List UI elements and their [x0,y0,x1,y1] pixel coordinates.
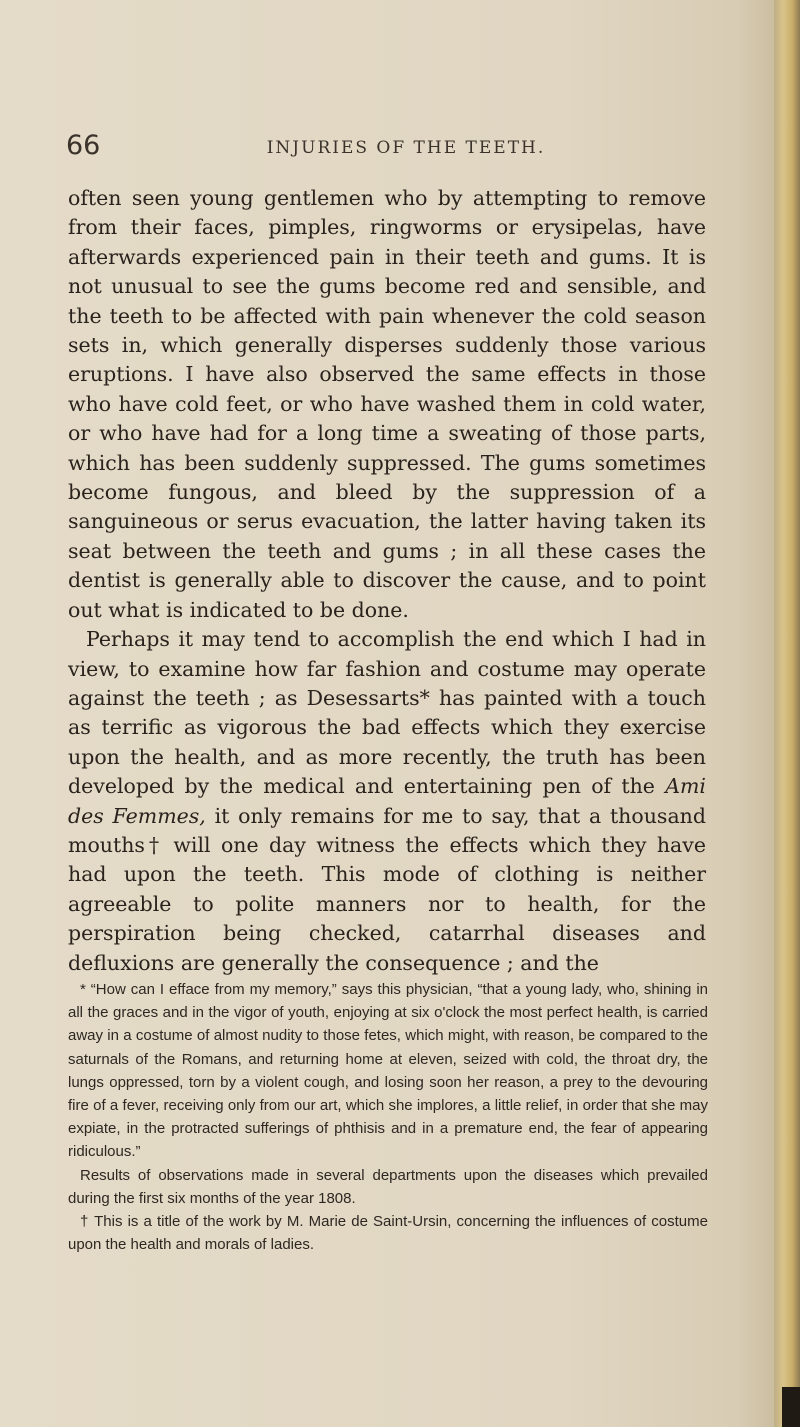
paragraph-2-text: Perhaps it may tend to accomplish the end which I had in view, to examine how far fashion and costume may operate against the teeth ; as Desessarts* has painted with a touch as terrific as vigorous the bad effects which they exercise upon the health, and as more recently, the truth has been developed by the medical and entertaining pen of the [68,627,706,799]
paragraph-2 [68,625,706,978]
footnotes [68,978,708,1256]
paragraph-2-tail: it only remains for me to say, that a thousand mouths† will one day witness the effects which they have had upon the teeth. This mode of clothing is neither agreeable to polite manners nor to health, for the perspiration being checked, catarrhal diseases and defluxions are generally the consequence ; and the [68,803,706,975]
footnote-dagger: † This is a title of the work by M. Marie de Saint-Ursin, concerning the influences of costume upon the health and morals of ladies. [68,1213,708,1254]
page-header [66,130,706,166]
running-title: INJURIES OF THE TEETH. [266,138,546,158]
page-edge [774,0,800,1427]
paragraph-1: often seen young gentlemen who by attempting to remove from their faces, pimples, ringworms or erysipelas, have afterwards experienced pain in their teeth and gums. It is not unusual to see the gums become red and sensible, and the teeth to be affected with pain whenever the cold season sets in, which generally disperses suddenly those various eruptions. I have also observed the same effects in those who have cold feet, or who have washed them in cold water, or who have had for a long time a sweating of those parts, which has been suddenly suppressed. The gums sometimes become fungous, and bleed by the suppression of a sanguineous or serus evacuation, the latter having taken its seat between the teeth and gums ; in all these cases the dentist is generally able to discover the cause, and to point out what is indicated to be done. [68,186,706,622]
page-corner-shadow [782,1387,800,1427]
book-title: Ami des Femmes, [68,774,706,828]
footnote-asterisk: * “How can I efface from my memory,” says this physician, “that a young lady, who, shining in all the graces and in the vigor of youth, enjoying at six o'clock the most perfect health, is carried away in a costume of almost nudity to those fetes, which might, with reason, be compared to the saturnals of the Romans, and returning home at eleven, seized with cold, the throat dry, the lungs oppressed, torn by a violent cough, and losing soon her reason, a prey to the devouring fire of a fever, receiving only from our art, which she implores, a little relief, in order that she may expiate, in the protracted sufferings of phthisis and in a premature end, the fear of appearing ridiculous.” [68,981,708,1161]
footnote-asterisk-source: Results of observations made in several departments upon the diseases which prevailed during the first six months of the year 1808. [68,1166,708,1207]
body-text [68,184,706,978]
page-number: 66 [66,130,101,161]
